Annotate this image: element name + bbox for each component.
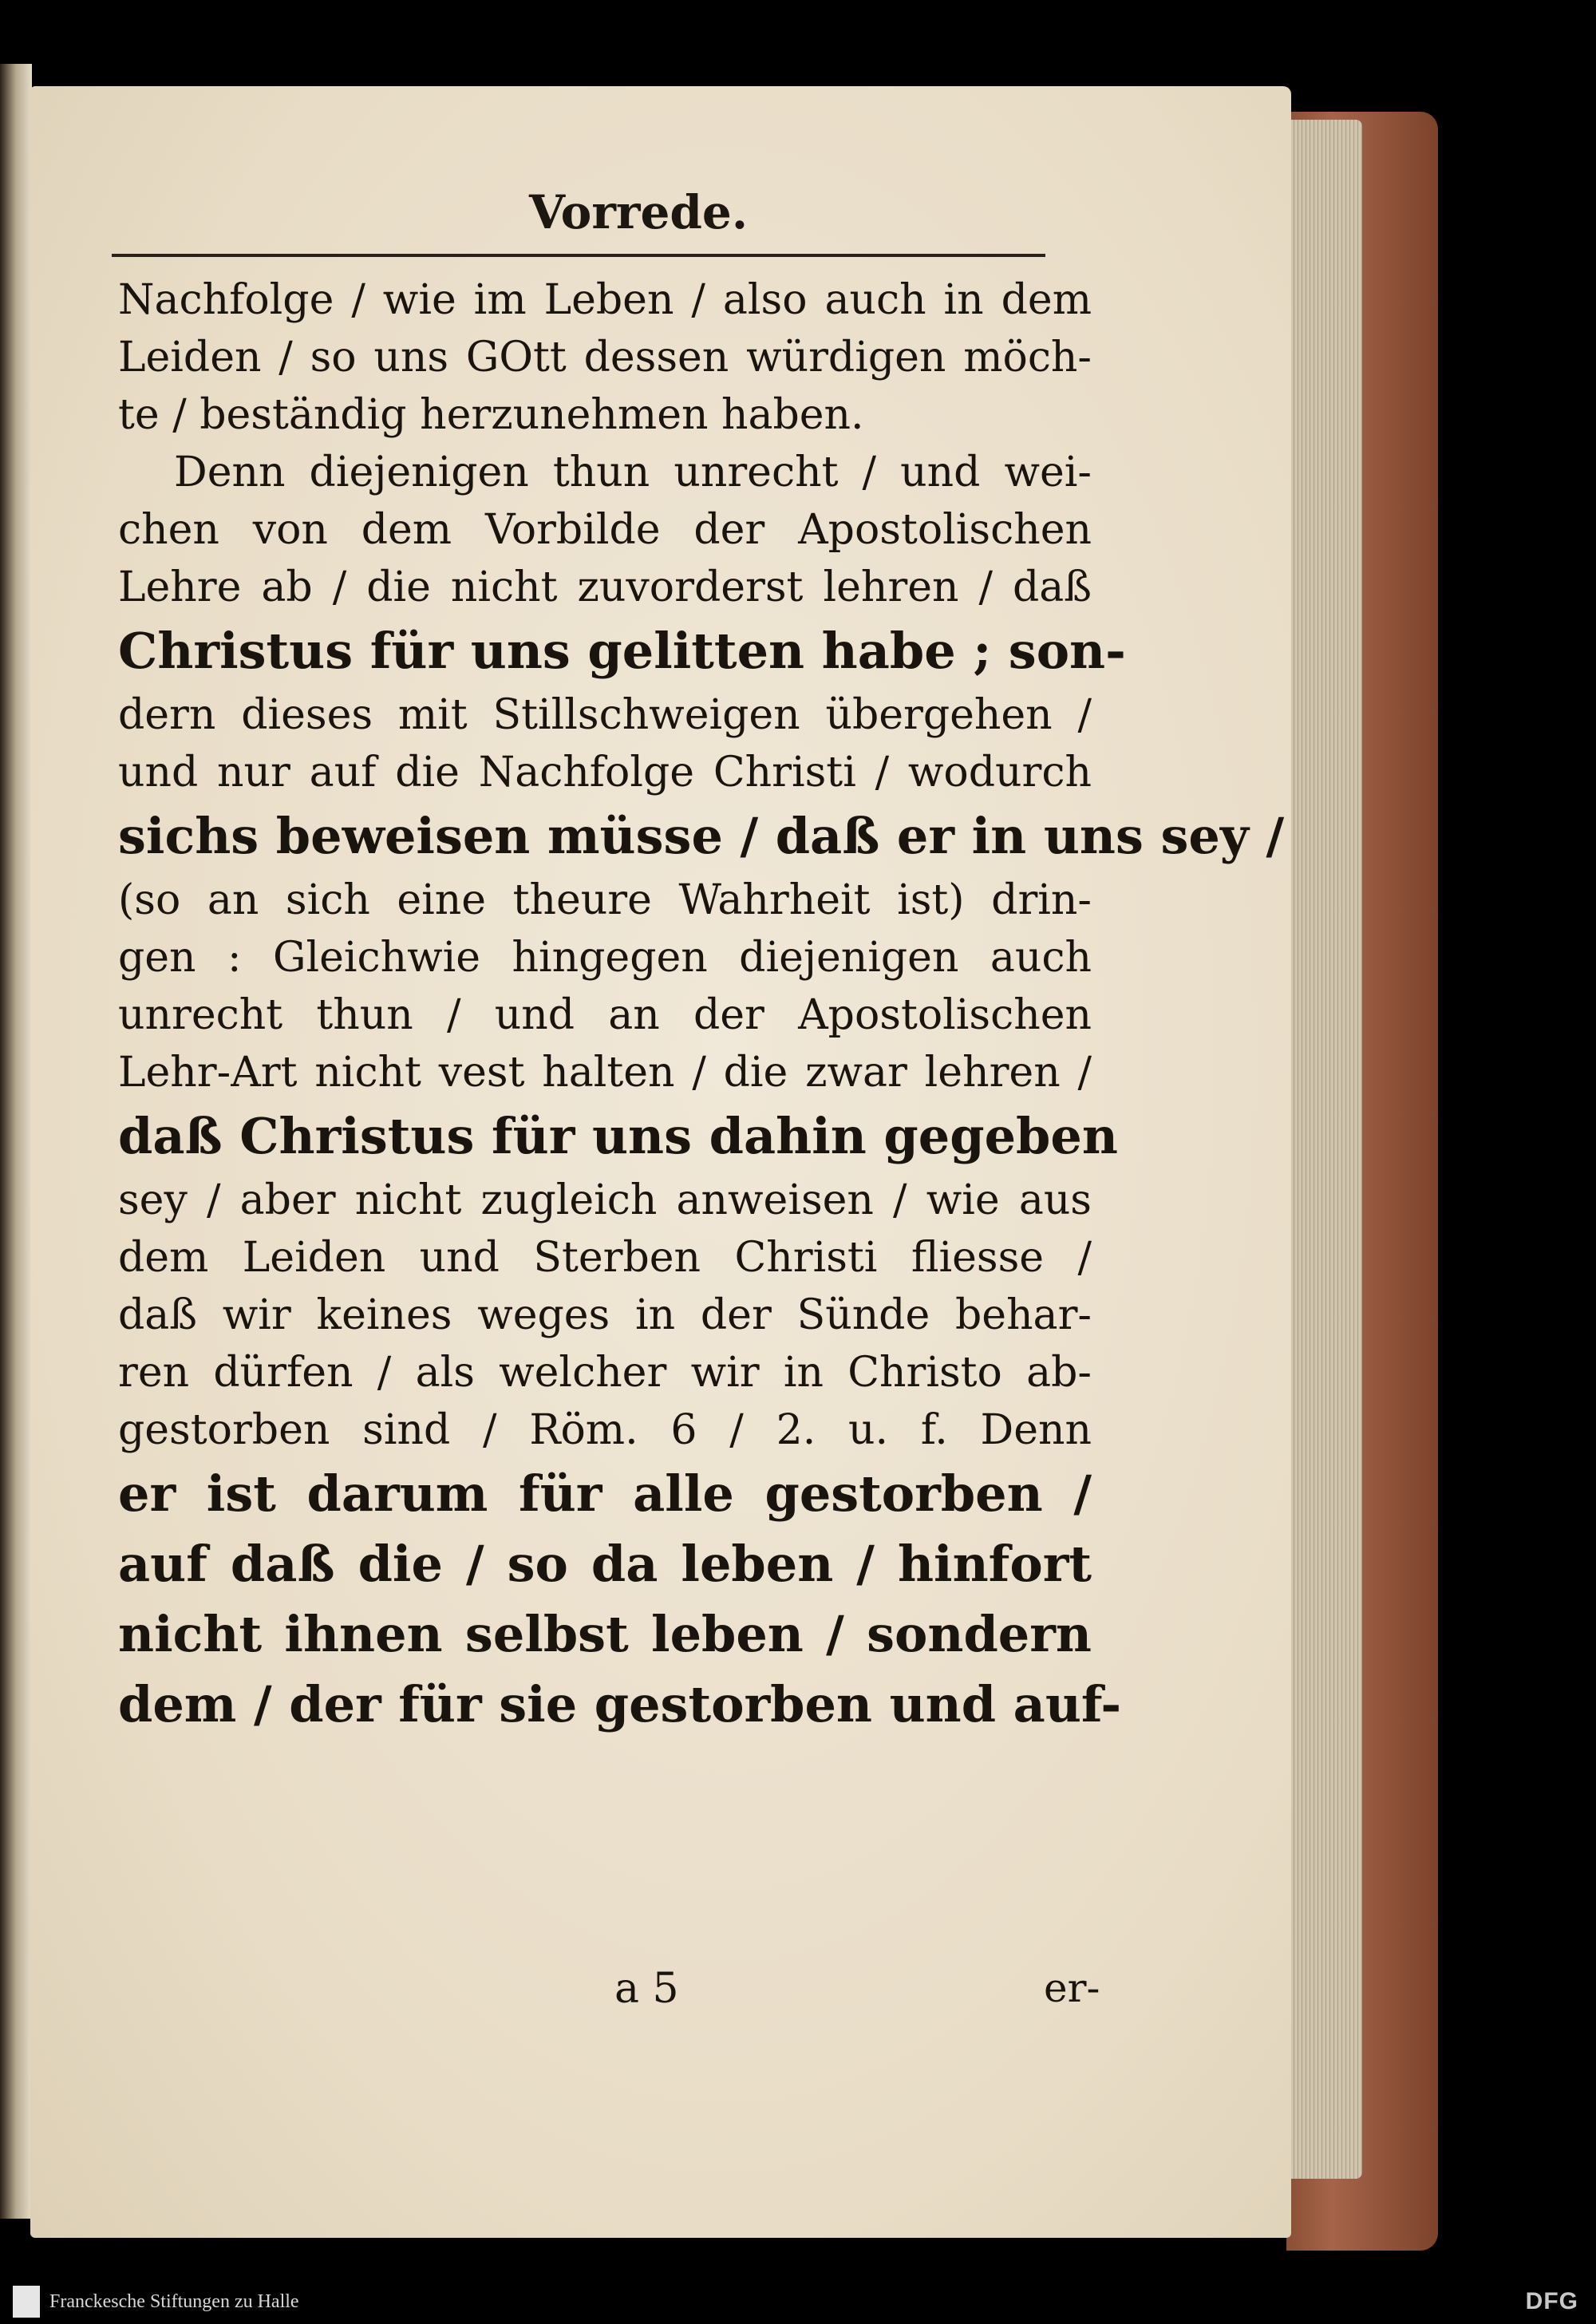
page-edges	[1286, 120, 1362, 2179]
text-line: nicht ihnen selbst leben / sondern	[118, 1605, 1092, 1663]
institution-logo-icon	[13, 2286, 40, 2318]
text-line: te / beständig herzunehmen haben.	[118, 391, 864, 439]
page-header: Vorrede.	[528, 185, 749, 239]
catchword: er-	[1044, 1965, 1100, 2011]
text-line: unrecht thun / und an der Apostolischen	[118, 991, 1092, 1039]
text-line: gen : Gleichwie hingegen diejenigen auch	[118, 934, 1092, 982]
text-line: gestorben sind / Röm. 6 / 2. u. f. Denn	[118, 1406, 1092, 1454]
text-line: auf daß die / so da leben / hinfort	[118, 1535, 1092, 1593]
body-text	[118, 271, 1285, 1740]
footer-bar	[0, 2279, 1596, 2324]
text-line: ren dürfen / als welcher wir in Christo ab-	[118, 1349, 1092, 1397]
text-line: Lehre ab / die nicht zuvorderst lehren / daß	[118, 563, 1092, 611]
dfg-logo: DFG	[1525, 2288, 1578, 2314]
text-line: dem Leiden und Sterben Christi fliesse /	[118, 1234, 1092, 1282]
text-line: sichs beweisen müsse / daß er in uns sey /	[118, 807, 1285, 865]
text-line: Leiden / so uns GOtt dessen würdigen möch-	[118, 334, 1092, 381]
text-line: und nur auf die Nachfolge Christi / wodurch	[118, 749, 1092, 796]
left-page-edge	[0, 64, 32, 2219]
text-line: dern dieses mit Stillschweigen übergehen /	[118, 691, 1092, 739]
text-line: er ist darum für alle gestorben /	[118, 1464, 1092, 1523]
text-line: Lehr-Art nicht vest halten / die zwar lehren /	[118, 1049, 1092, 1097]
text-line: daß wir keines weges in der Sünde behar-	[118, 1291, 1092, 1339]
text-line: chen von dem Vorbilde der Apostolischen	[118, 506, 1092, 554]
text-line: Christus für uns gelitten habe ; son-	[118, 622, 1126, 680]
header-rule	[112, 254, 1045, 257]
institution-name: Franckesche Stiftungen zu Halle	[49, 2291, 299, 2312]
text-line: dem / der für sie gestorben und auf-	[118, 1675, 1122, 1733]
text-line: daß Christus für uns dahin gegeben	[118, 1107, 1118, 1165]
text-line: (so an sich eine theure Wahrheit ist) drin-	[118, 876, 1092, 924]
text-line: Denn diejenigen thun unrecht / und wei-	[174, 449, 1092, 496]
text-line: Nachfolge / wie im Leben / also auch in dem	[118, 276, 1092, 324]
text-line: sey / aber nicht zugleich anweisen / wie aus	[118, 1176, 1092, 1224]
signature-mark: a 5	[614, 1965, 679, 2013]
